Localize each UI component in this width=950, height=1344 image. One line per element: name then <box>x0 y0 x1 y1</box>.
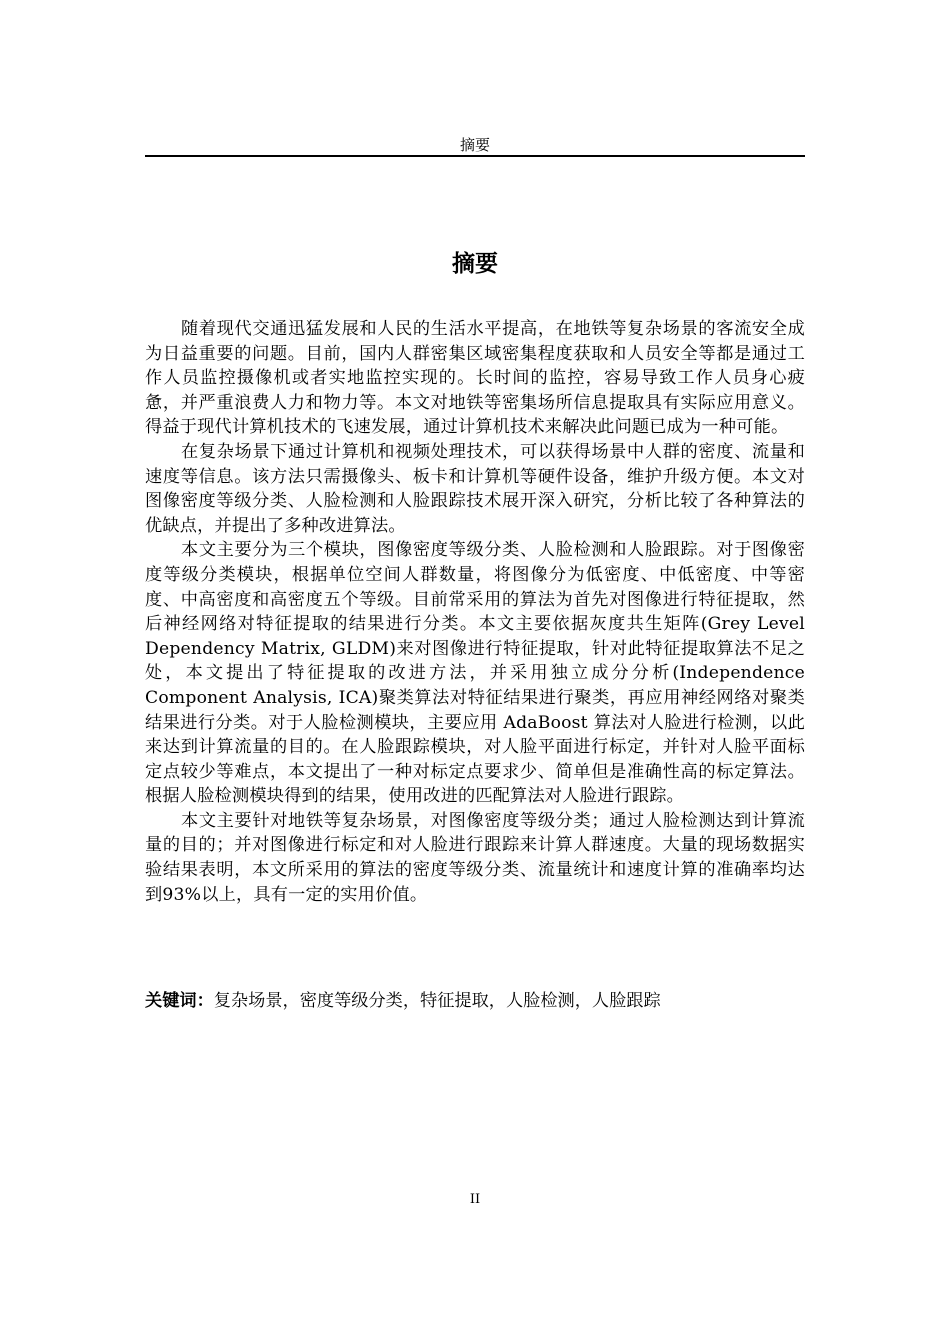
header-rule <box>145 155 805 157</box>
keywords-line <box>145 989 805 1013</box>
running-header: 摘要 <box>459 136 490 154</box>
page-number: II <box>469 1192 481 1207</box>
abstract-paragraph-4: 本文主要针对地铁等复杂场景，对图像密度等级分类；通过人脸检测达到计算流量的目的；并对图像进行标定和对人脸进行跟踪来计算人群速度。大量的现场数据实验结果表明，本文所采用的算法的密度等级分类、流量统计和速度计算的准确率均达到93%以上，具有一定的实用价值。 <box>145 810 805 905</box>
abstract-paragraph-1: 随着现代交通迅猛发展和人民的生活水平提高，在地铁等复杂场景的客流安全成为日益重要的问题。目前，国内人群密集区域密集程度获取和人员安全等都是通过工作人员监控摄像机或者实地监控实现的。长时间的监控，容易导致工作人员身心疲惫，并严重浪费人力和物力等。本文对地铁等密集场所信息提取具有实际应用意义。得益于现代计算机技术的飞速发展，通过计算机技术来解决此问题已成为一种可能。 <box>145 319 805 438</box>
abstract-body <box>145 317 805 907</box>
abstract-title: 摘要 <box>452 251 498 277</box>
abstract-paragraph-2: 在复杂场景下通过计算机和视频处理技术，可以获得场景中人群的密度、流量和速度等信息。该方法只需摄像头、板卡和计算机等硬件设备，维护升级方便。本文对图像密度等级分类、人脸检测和人脸跟踪技术展开深入研究，分析比较了各种算法的优缺点，并提出了多种改进算法。 <box>145 441 805 536</box>
keywords-text: 复杂场景，密度等级分类，特征提取，人脸检测，人脸跟踪 <box>213 991 661 1011</box>
abstract-paragraph-3: 本文主要分为三个模块，图像密度等级分类、人脸检测和人脸跟踪。对于图像密度等级分类模块，根据单位空间人群数量，将图像分为低密度、中低密度、中等密度、中高密度和高密度五个等级。目前常采用的算法为首先对图像进行特征提取，然后神经网络对特征提取的结果进行分类。本文主要依据灰度共生矩阵(Grey Level Dependency Matrix, GLDM)来对图像进行特征提取，针对此特征提取算法不足之处，本文提出了特征提取的改进方法，并采用独立成分分析(Independence Component Analysis, ICA)聚类算法对特征结果进行聚类，再应用神经网络对聚类结果进行分类。对于人脸检测模块，主要应用 AdaBoost 算法对人脸进行检测，以此来达到计算流量的目的。在人脸跟踪模块，对人脸平面进行标定，并针对人脸平面标定点较少等难点，本文提出了一种对标定点要求少、简单但是准确性高的标定算法。根据人脸检测模块得到的结果，使用改进的匹配算法对人脸进行跟踪。 <box>145 540 805 807</box>
keywords-label: 关键词： <box>145 991 214 1011</box>
